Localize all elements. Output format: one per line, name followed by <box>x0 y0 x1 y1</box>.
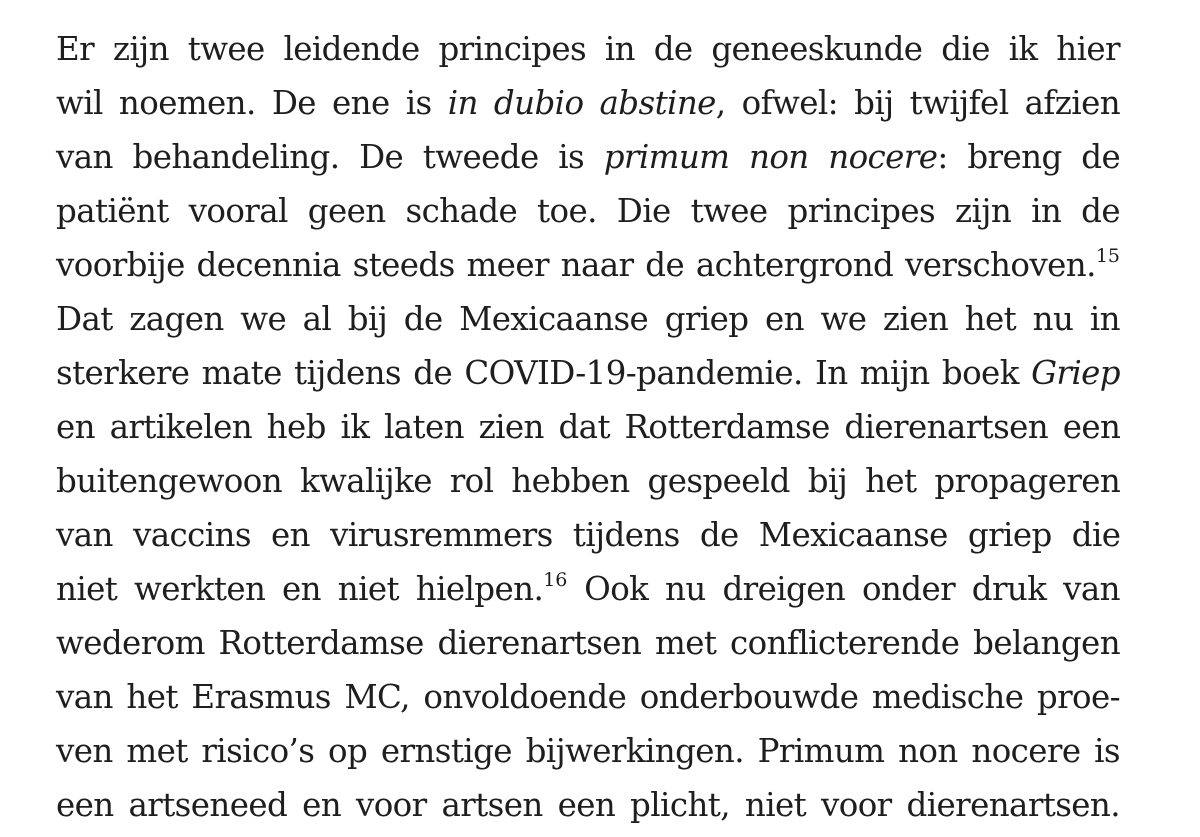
text-line-15 <box>56 778 1120 832</box>
body-paragraph <box>56 22 1136 832</box>
line-text: wil noemen. De ene is <box>56 84 448 122</box>
text-line-11 <box>56 562 1120 616</box>
text-line-4 <box>56 184 1120 238</box>
line-text: wederom Rotterdamse dierenartsen met conflicterende belangen <box>56 624 1121 662</box>
text-line-8 <box>56 400 1120 454</box>
line-text: en artikelen heb ik laten zien dat Rotterdamse dierenartsen een <box>56 408 1121 446</box>
line-text: niet werkten en niet hielpen. <box>56 570 544 608</box>
line-text: van behandeling. De tweede is <box>56 138 604 176</box>
line-text: Er zijn twee leidende principes in de geneeskunde die ik hier <box>56 30 1120 68</box>
footnote-ref-16: 16 <box>543 569 568 591</box>
line-text: van vaccins en virusremmers tijdens de Mexicaanse griep die <box>56 516 1121 554</box>
line-text: buitengewoon kwalijke rol hebben gespeeld bij het propageren <box>56 462 1121 500</box>
text-line-1 <box>56 22 1120 76</box>
text-line-3 <box>56 130 1120 184</box>
text-line-7 <box>56 346 1120 400</box>
italic-phrase-primum-non-nocere: primum non nocere <box>603 138 938 176</box>
text-line-12 <box>56 616 1120 670</box>
line-text: Ook nu dreigen onder druk van <box>567 570 1120 608</box>
line-text: voorbije decennia steeds meer naar de achtergrond verschoven. <box>56 246 1096 284</box>
text-line-2 <box>56 76 1120 130</box>
text-line-13 <box>56 670 1120 724</box>
text-line-10 <box>56 508 1120 562</box>
line-text: ven met risico’s op ernstige bijwerkingen. Primum non nocere is <box>56 732 1120 770</box>
line-text: Dat zagen we al bij de Mexicaanse griep en we zien het nu in <box>56 300 1120 338</box>
line-text: patiënt vooral geen schade toe. Die twee principes zijn in de <box>56 192 1120 230</box>
text-line-6 <box>56 292 1120 346</box>
italic-book-title-griep: Griep <box>1031 354 1120 392</box>
line-text: van het Erasmus MC, onvoldoende onderbouwde medische proe- <box>56 678 1120 716</box>
line-text: sterkere mate tijdens de COVID-19-pandemie. In mijn boek <box>56 354 1032 392</box>
footnote-ref-15: 15 <box>1095 245 1120 267</box>
text-line-14 <box>56 724 1120 778</box>
italic-phrase-in-dubio-abstine: in dubio abstine <box>447 84 716 122</box>
line-text: : breng de <box>937 138 1121 176</box>
line-text: een artseneed en voor artsen een plicht, niet voor dierenartsen. <box>56 786 1120 824</box>
text-line-5 <box>56 238 1120 292</box>
line-text: , ofwel: bij twijfel afzien <box>715 84 1121 122</box>
text-line-9 <box>56 454 1120 508</box>
